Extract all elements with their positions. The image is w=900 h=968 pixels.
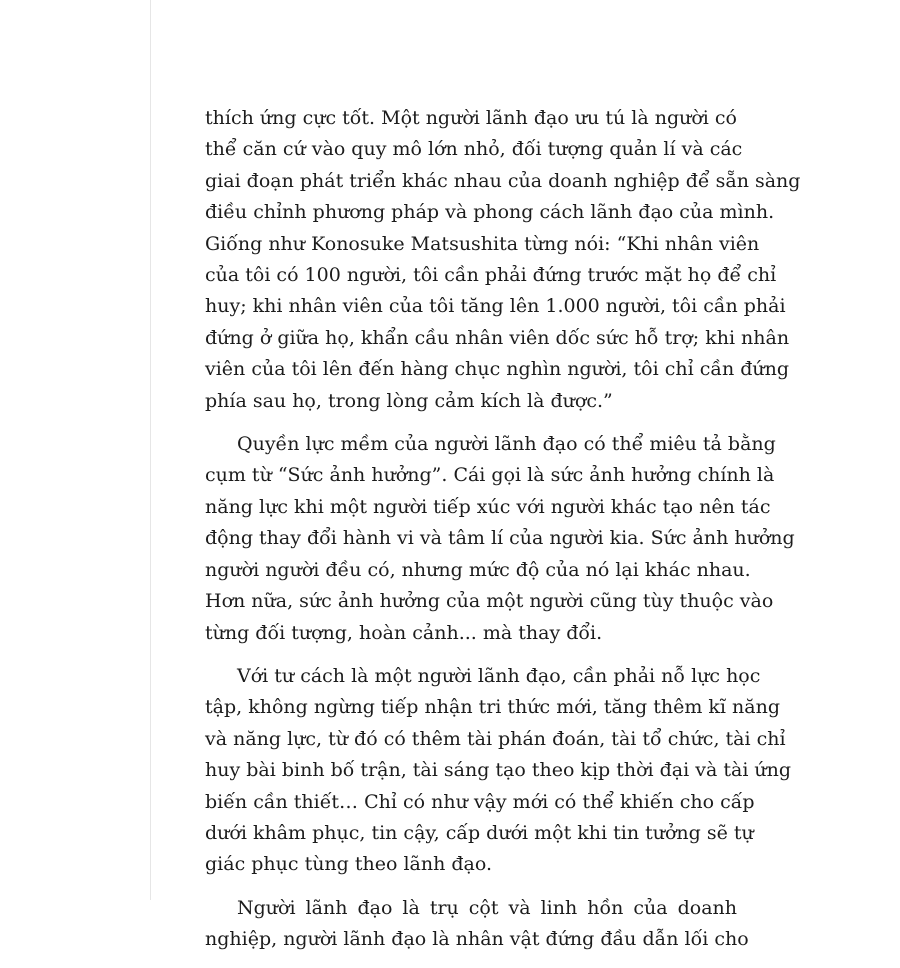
paragraph-3	[205, 661, 792, 881]
text-line: thể căn cứ vào quy mô lớn nhỏ, đối tượng quản lí và các	[205, 138, 743, 161]
text-line: và năng lực, từ đó có thêm tài phán đoán, tài tổ chức, tài chỉ	[205, 727, 786, 750]
text-line: huy bài binh bố trận, tài sáng tạo theo kịp thời đại và tài ứng	[205, 759, 792, 782]
text-line: viên của tôi lên đến hàng chục nghìn người, tôi chỉ cần đứng	[205, 358, 790, 381]
text-line: Quyền lực mềm của người lãnh đạo có thể miêu tả bằng	[237, 433, 776, 456]
text-line: của tôi có 100 người, tôi cần phải đứng trước mặt họ để chỉ	[205, 264, 777, 287]
text-line: tập, không ngừng tiếp nhận tri thức mới, tăng thêm kĩ năng	[205, 696, 780, 719]
text-line: đứng ở giữa họ, khẩn cầu nhân viên dốc sức hỗ trợ; khi nhân	[205, 326, 790, 349]
text-line: từng đối tượng, hoàn cảnh... mà thay đổi.	[205, 621, 603, 644]
text-line: Giống như Konosuke Matsushita từng nói: “Khi nhân viên	[205, 232, 760, 255]
text-line: huy; khi nhân viên của tôi tăng lên 1.000 người, tôi cần phải	[205, 295, 786, 318]
paragraph-2	[205, 429, 795, 649]
page-body-text	[205, 103, 801, 968]
text-line: thích ứng cực tốt. Một người lãnh đạo ưu tú là người có	[205, 107, 737, 129]
text-line: động thay đổi hành vi và tâm lí của người kia. Sức ảnh hưởng	[205, 527, 795, 550]
text-line: biến cần thiết… Chỉ có như vậy mới có thể khiến cho cấp	[205, 790, 755, 813]
text-line: giai đoạn phát triển khác nhau của doanh nghiệp để sẵn sàng	[205, 169, 801, 192]
text-line: điều chỉnh phương pháp và phong cách lãnh đạo của mình.	[205, 201, 775, 224]
text-line: năng lực khi một người tiếp xúc với người khác tạo nên tác	[205, 495, 771, 518]
text-line: người người đều có, nhưng mức độ của nó lại khác nhau.	[205, 558, 751, 581]
book-page	[150, 0, 851, 951]
text-line: dưới khâm phục, tin cậy, cấp dưới một khi tin tưởng sẽ tự	[205, 821, 754, 844]
paragraph-1	[205, 103, 801, 417]
text-line: cụm từ “Sức ảnh hưởng”. Cái gọi là sức ảnh hưởng chính là	[205, 464, 775, 487]
text-line: phía sau họ, trong lòng cảm kích là được.”	[205, 389, 613, 412]
text-line: Hơn nữa, sức ảnh hưởng của một người cũng tùy thuộc vào	[205, 590, 774, 613]
text-line: Người lãnh đạo là trụ cột và linh hồn của doanh	[237, 896, 737, 919]
text-line: nghiệp, người lãnh đạo là nhân vật đứng đầu dẫn lối cho	[205, 928, 749, 951]
text-line: giác phục tùng theo lãnh đạo.	[205, 853, 493, 876]
paragraph-4	[205, 893, 749, 956]
text-line: Với tư cách là một người lãnh đạo, cần phải nỗ lực học	[237, 664, 761, 687]
